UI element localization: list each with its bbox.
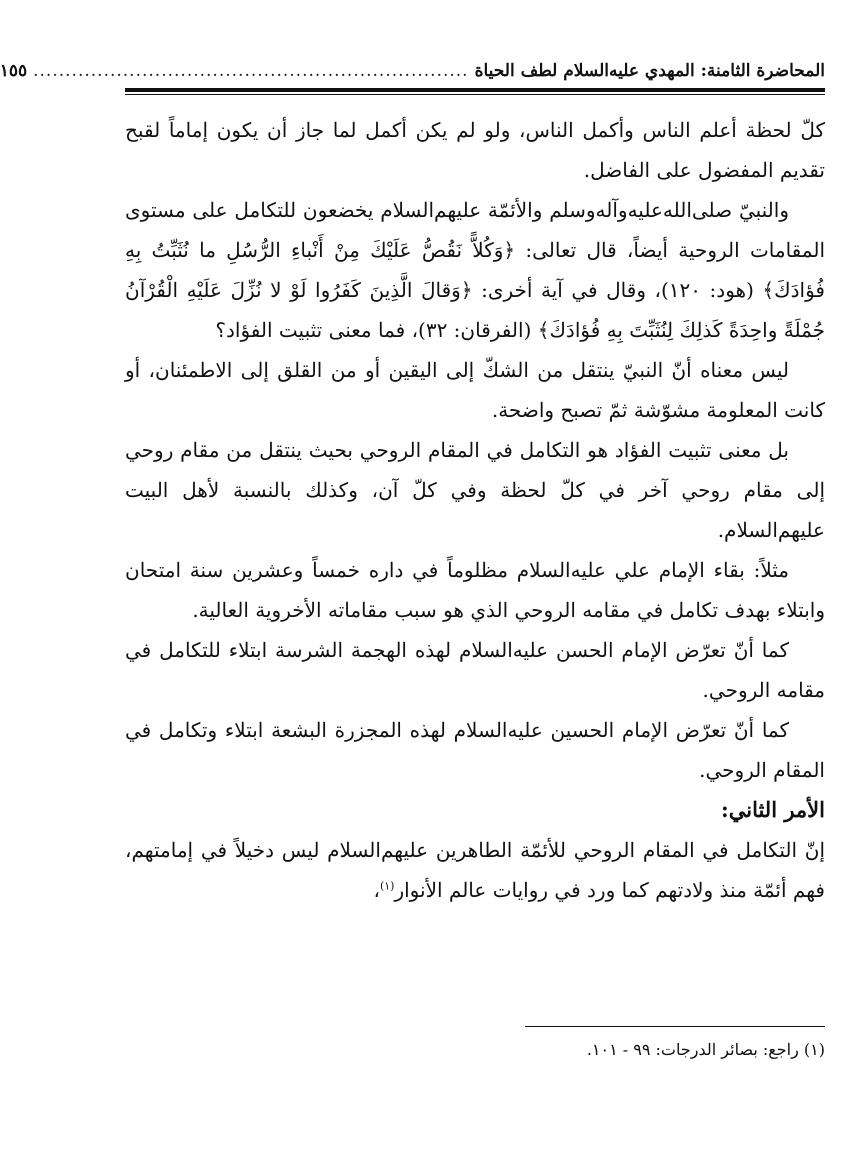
running-header: [0, 58, 825, 84]
chapter-title: المحاضرة الثامنة: المهدي عليه‌السلام لطف الحياة: [474, 61, 825, 81]
paragraph-8-trail: ،: [373, 878, 380, 902]
paragraph-8-text: إنّ التكامل في المقام الروحي للأئمّة الطاهرين عليهم‌السلام ليس دخيلاً في إمامتهم، فهم أئمّة منذ ولادتهم كما ورد في روايات عالم الأنوار: [125, 838, 825, 902]
page-number: ١٥٥: [0, 61, 28, 81]
paragraph-3: ليس معناه أنّ النبيّ ينتقل من الشكّ إلى اليقين أو من القلق إلى الاطمئنان، أو كانت المعلومة مشوّشة ثمّ تصبح واضحة.: [125, 358, 825, 422]
footnote-ref: (١): [379, 879, 395, 893]
paragraph-5: مثلاً: بقاء الإمام علي عليه‌السلام مظلوماً في داره خمساً وعشرين سنة امتحان وابتلاء بهدف تكامل في مقامه الروحي الذي هو سبب مقاماته الأخروية العالية.: [125, 558, 825, 622]
paragraph-6: كما أنّ تعرّض الإمام الحسن عليه‌السلام لهذه الهجمة الشرسة ابتلاء للتكامل في مقامه الروحي.: [125, 638, 825, 702]
paragraph-8: [125, 830, 825, 910]
paragraph-2: والنبيّ صلى‌الله‌عليه‌وآله‌وسلم والأئمّة عليهم‌السلام يخضعون للتكامل على مستوى المقامات الروحية أيضاً، قال تعالى: ﴿وَكُلاًّ نَقُصُّ عَلَيْكَ مِنْ أَنْباءِ الرُّسُلِ ما نُثَبِّتُ بِهِ فُؤادَكَ﴾ (هود: ١٢٠)، وقال في آية أخرى: ﴿وَقالَ الَّذِينَ كَفَرُوا لَوْ لا نُزِّلَ عَلَيْهِ الْقُرْآنُ جُمْلَةً واحِدَةً كَذلِكَ لِنُثَبِّتَ بِهِ فُؤادَكَ﴾ (الفرقان: ٣٢)، فما معنى تثبيت الفؤاد؟: [125, 198, 825, 342]
paragraph-1: كلّ لحظة أعلم الناس وأكمل الناس، ولو لم يكن أكمل لما جاز أن يكون إماماً لقبح تقديم المفضول على الفاضل.: [125, 118, 825, 182]
body-text: [125, 110, 825, 910]
footnote-rule: [525, 1026, 825, 1027]
paragraph-4: بل معنى تثبيت الفؤاد هو التكامل في المقام الروحي بحيث ينتقل من مقام روحي إلى مقام روحي آخر في كلّ لحظة وفي كلّ آن، وكذلك بالنسبة لأهل البيت عليهم‌السلام.: [125, 438, 825, 542]
dot-leader: ....................................................................: [33, 61, 469, 81]
paragraph-7: كما أنّ تعرّض الإمام الحسين عليه‌السلام لهذه المجزرة البشعة ابتلاء وتكامل في المقام الروحي.: [125, 718, 825, 782]
header-rule: [125, 88, 825, 95]
footnote: (١) راجع: بصائر الدرجات: ٩٩ - ١٠١.: [586, 1040, 825, 1059]
section-heading: الأمر الثاني:: [720, 797, 825, 822]
